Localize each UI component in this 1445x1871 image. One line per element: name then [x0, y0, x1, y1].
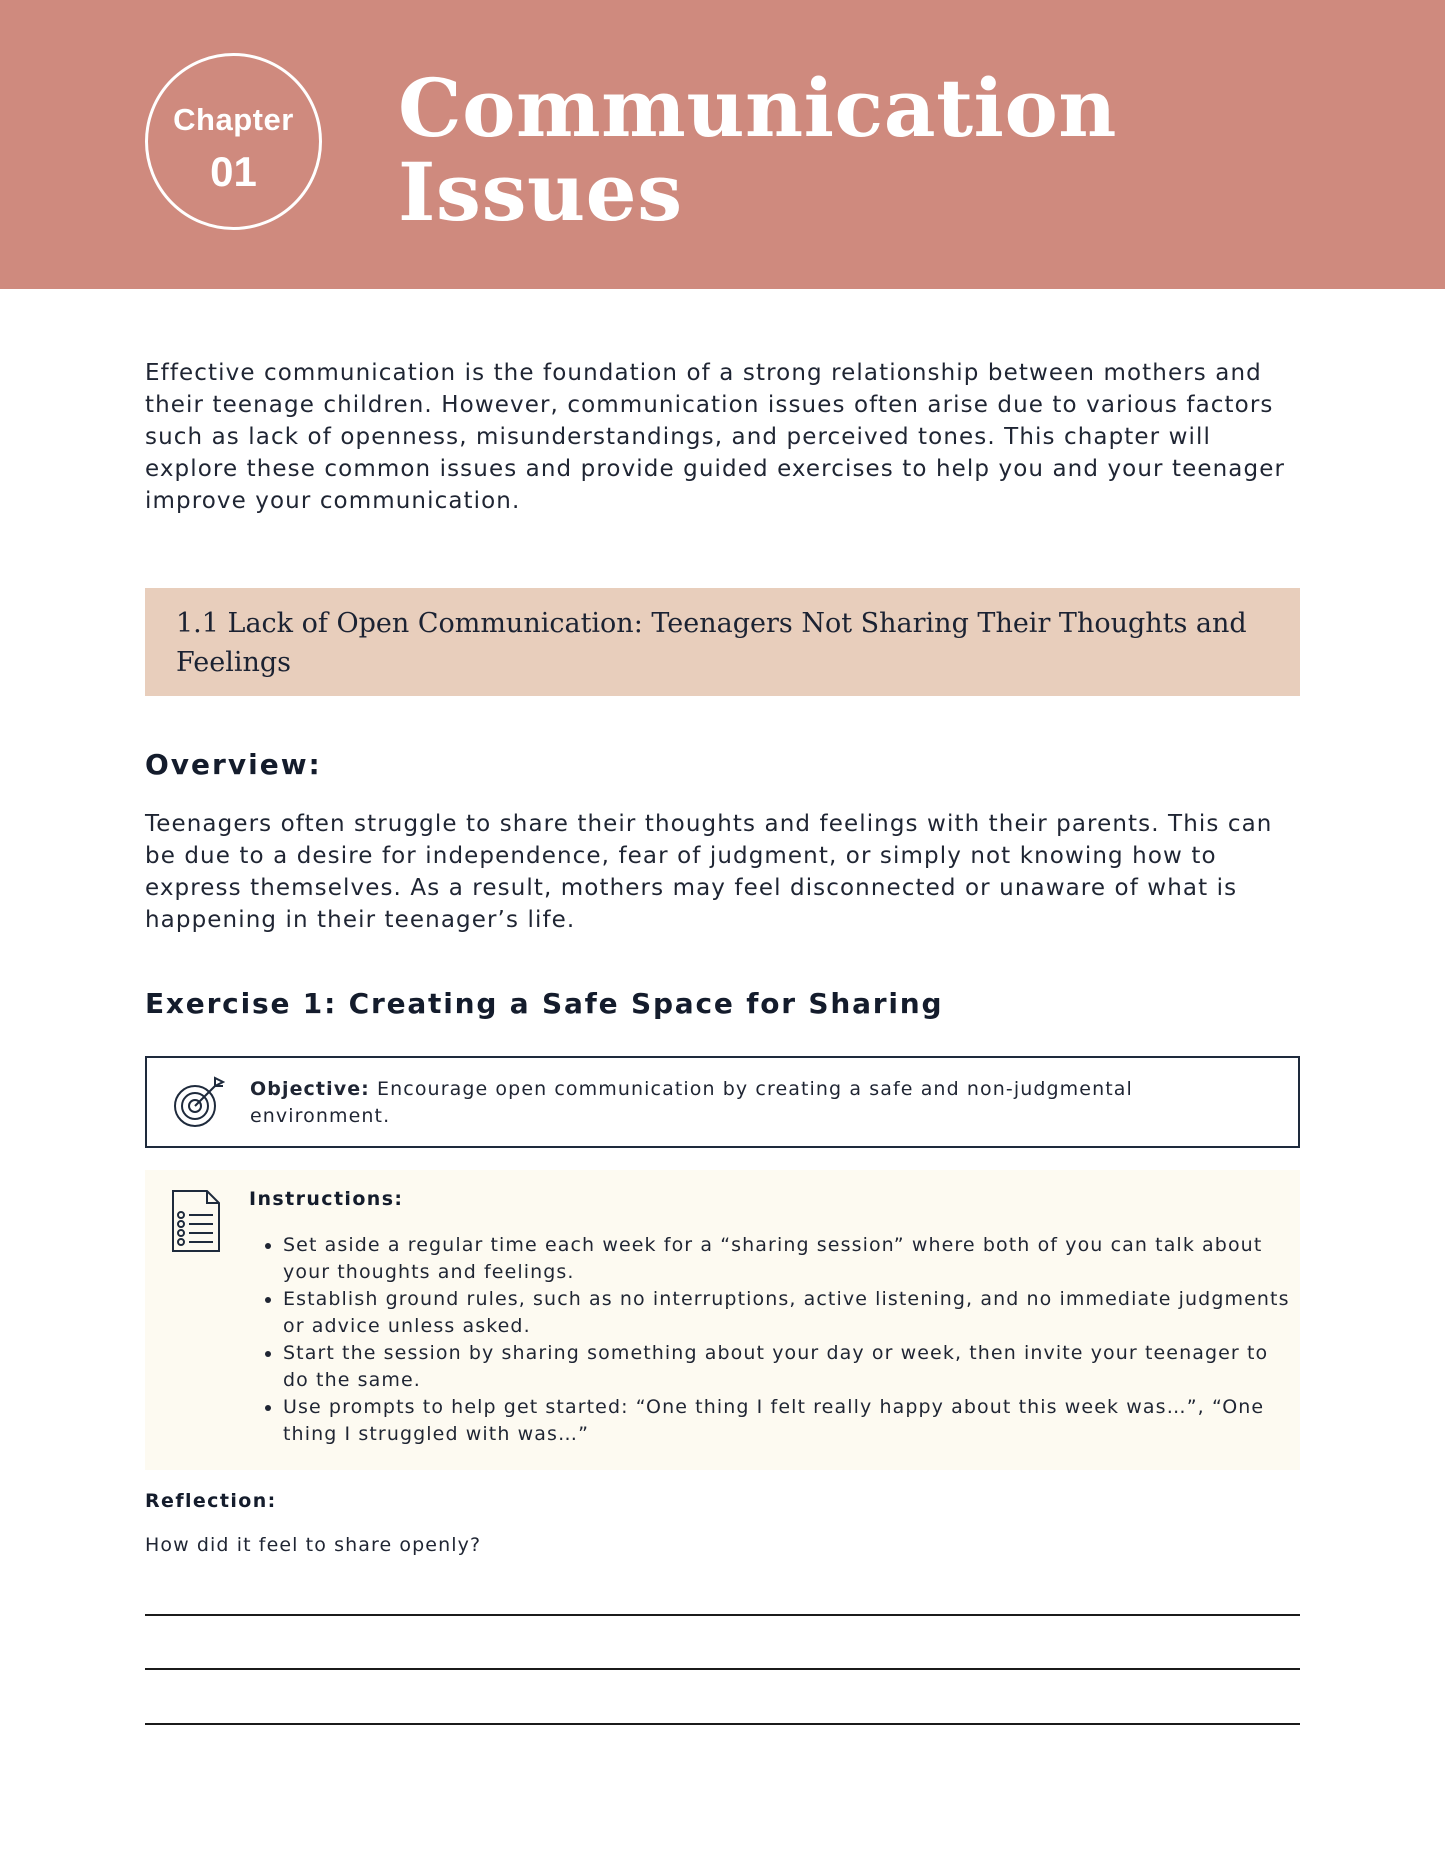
overview-paragraph: Teenagers often struggle to share their thoughts and feelings with their parents. This can be due to a desire for independence, fear of judgment, or simply not knowing how to express themselves. As a result, mothers may feel disconnected or unaware of what is happening in their teenager’s life. — [145, 811, 1273, 933]
reflection-question: How did it feel to share openly? — [145, 1534, 482, 1556]
chapter-header — [0, 0, 1445, 289]
list-item: • Use prompts to help get started: “One thing I felt really happy about this week was…”, “One thing I struggled with was…” — [283, 1394, 1293, 1448]
chapter-label: Chapter — [173, 102, 294, 137]
answer-line-1[interactable] — [145, 1614, 1300, 1616]
section-title: 1.1 Lack of Open Communication: Teenagers Not Sharing Their Thoughts and Feelings — [176, 608, 1247, 678]
page-title-line-2: Issues — [398, 145, 683, 239]
objective-box — [145, 1056, 1300, 1148]
chapter-badge — [145, 53, 322, 230]
page-title — [398, 61, 1398, 239]
target-icon — [171, 1076, 225, 1130]
list-item: • Start the session by sharing something about your day or week, then invite your teenager to do the same. — [283, 1340, 1293, 1394]
exercise-heading: Exercise 1: Creating a Safe Space for Sharing — [145, 987, 944, 1020]
reflection-heading: Reflection: — [145, 1490, 277, 1512]
instructions-list — [249, 1232, 1293, 1448]
page-title-line-1: Communication — [398, 61, 1117, 155]
answer-line-2[interactable] — [145, 1668, 1300, 1670]
objective-text — [250, 1076, 1270, 1130]
intro-paragraph: Effective communication is the foundation of a strong relationship between mothers and their teenage children. However, communication issues often arise due to various factors such as lack of openness, misunderstandings, and perceived tones. This chapter will explore these common issues and provide guided exercises to help you and your teenager improve your communication. — [145, 360, 1285, 514]
instructions-box — [145, 1170, 1300, 1470]
objective-description: Encourage open communication by creating a safe and non-judgmental environment. — [250, 1078, 1133, 1127]
checklist-icon — [171, 1189, 221, 1253]
instructions-heading: Instructions: — [249, 1188, 404, 1210]
objective-label: Objective: — [250, 1078, 370, 1100]
answer-line-3[interactable] — [145, 1723, 1300, 1725]
overview-heading: Overview: — [145, 748, 322, 781]
chapter-number: 01 — [210, 148, 257, 195]
section-heading-band — [145, 588, 1300, 696]
list-item: • Establish ground rules, such as no interruptions, active listening, and no immediate judgments or advice unless asked. — [283, 1286, 1293, 1340]
list-item: • Set aside a regular time each week for a “sharing session” where both of you can talk about your thoughts and feelings. — [283, 1232, 1293, 1286]
